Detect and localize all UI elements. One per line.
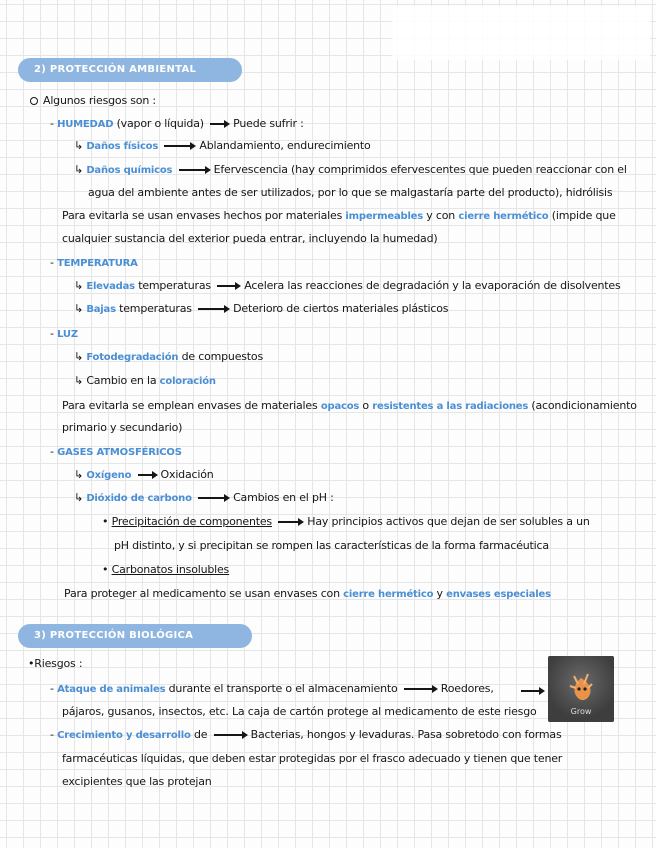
arrow-icon: [198, 304, 230, 314]
gases-protect-line: Para proteger al medicamento se usan envases con cierre hermético y envases especiales: [64, 587, 551, 600]
arrow-to-image: [518, 684, 548, 698]
sub-arrow-icon: ↳: [74, 302, 84, 315]
sub-arrow-icon: ↳: [74, 468, 84, 481]
arrow-icon: [217, 281, 241, 291]
humidity-term: HUMEDAD: [57, 119, 114, 130]
growth-continuation-2: excipientes que las protejan: [62, 775, 212, 788]
light-avoid-line: Para evitarla se emplean envases de materiales opacos o resistentes a las radiaciones (acondicionamiento: [62, 399, 637, 412]
humidity-line: - HUMEDAD (vapor o líquida) Puede sufrir :: [50, 117, 304, 130]
physical-damage-line: ↳ Daños físicos Ablandamiento, endurecimiento: [74, 139, 371, 152]
arrow-icon: [521, 686, 545, 696]
light-avoid-continuation: primario y secundario): [62, 421, 183, 434]
image-caption: Grow: [570, 707, 592, 716]
sub-arrow-icon: ↳: [74, 350, 84, 363]
photodegradation-line: ↳ Fotodegradación de compuestos: [74, 350, 263, 363]
section-title: 3) PROTECCIÓN BIOLÓGICA: [34, 630, 194, 641]
arrow-icon: [164, 141, 196, 151]
light-term: LUZ: [57, 329, 78, 340]
growth-continuation: farmacéuticas líquidas, que deben estar protegidas por el frasco adecuado y tienen que tener: [62, 752, 563, 765]
gases-term: GASES ATMOSFÉRICOS: [57, 447, 182, 458]
chemical-damage-line: ↳ Daños químicos Efervescencia (hay comprimidos efervescentes que pueden reaccionar con el: [74, 163, 627, 176]
oxygen-line: ↳ Oxígeno Oxidación: [74, 468, 214, 481]
mold-image: [548, 656, 614, 722]
arrow-icon: [198, 493, 230, 503]
arrow-icon: [278, 517, 304, 527]
arrow-icon: [179, 165, 211, 175]
co2-line: ↳ Dióxido de carbono Cambios en el pH :: [74, 491, 334, 504]
temperature-line: - TEMPERATURA: [50, 256, 138, 269]
humidity-avoid-line: Para evitarla se usan envases hechos por materiales impermeables y con cierre hermético (impide que: [62, 209, 616, 222]
sub-arrow-icon: ↳: [74, 139, 84, 152]
carbonates-line: • Carbonatos insolubles: [102, 563, 230, 576]
growth-line: - Crecimiento y desarrollo de Bacterias, hongos y levaduras. Pasa sobretodo con formas: [50, 728, 562, 741]
section-header-biological: [18, 624, 252, 648]
gases-line: - GASES ATMOSFÉRICOS: [50, 445, 182, 458]
animals-continuation: pájaros, gusanos, insectos, etc. La caja de cartón protege al medicamento de este riesgo: [62, 705, 537, 718]
bio-risks-intro: •Riesgos :: [28, 657, 83, 670]
animals-line: - Ataque de animales durante el transporte o el almacenamiento Roedores,: [50, 682, 494, 695]
section-header-environmental: [18, 58, 242, 82]
arrow-icon: [138, 470, 158, 480]
bullet-circle-icon: [30, 97, 38, 105]
high-temp-line: ↳ Elevadas temperaturas Acelera las reacciones de degradación y la evaporación de disolventes: [74, 279, 621, 292]
sub-arrow-icon: ↳: [74, 374, 84, 387]
chemical-damage-continuation: agua del ambiente antes de ser utilizados, por lo que se malgastaría parte del producto), hidrólisis: [88, 186, 613, 199]
precipitation-line: • Precipitación de componentes Hay principios activos que dejan de ser solubles a un: [102, 515, 590, 528]
arrow-icon: [214, 730, 248, 740]
light-line: - LUZ: [50, 327, 78, 340]
sub-arrow-icon: ↳: [74, 163, 84, 176]
arrow-icon: [404, 684, 438, 694]
faded-overlay: [392, 6, 650, 60]
temperature-term: TEMPERATURA: [57, 258, 138, 269]
color-change-line: ↳ Cambio en la coloración: [74, 374, 216, 387]
sub-arrow-icon: ↳: [74, 279, 84, 292]
section-title: 2) PROTECCIÓN AMBIENTAL: [34, 64, 197, 75]
sub-arrow-icon: ↳: [74, 491, 84, 504]
humidity-avoid-continuation: cualquier sustancia del exterior pueda entrar, incluyendo la humedad): [62, 232, 438, 245]
risks-intro: Algunos riesgos son :: [30, 94, 156, 108]
precipitation-continuation: pH distinto, y si precipitan se rompen las características de la forma farmacéutica: [114, 539, 549, 552]
low-temp-line: ↳ Bajas temperaturas Deterioro de ciertos materiales plásticos: [74, 302, 449, 315]
arrow-icon: [210, 119, 230, 129]
